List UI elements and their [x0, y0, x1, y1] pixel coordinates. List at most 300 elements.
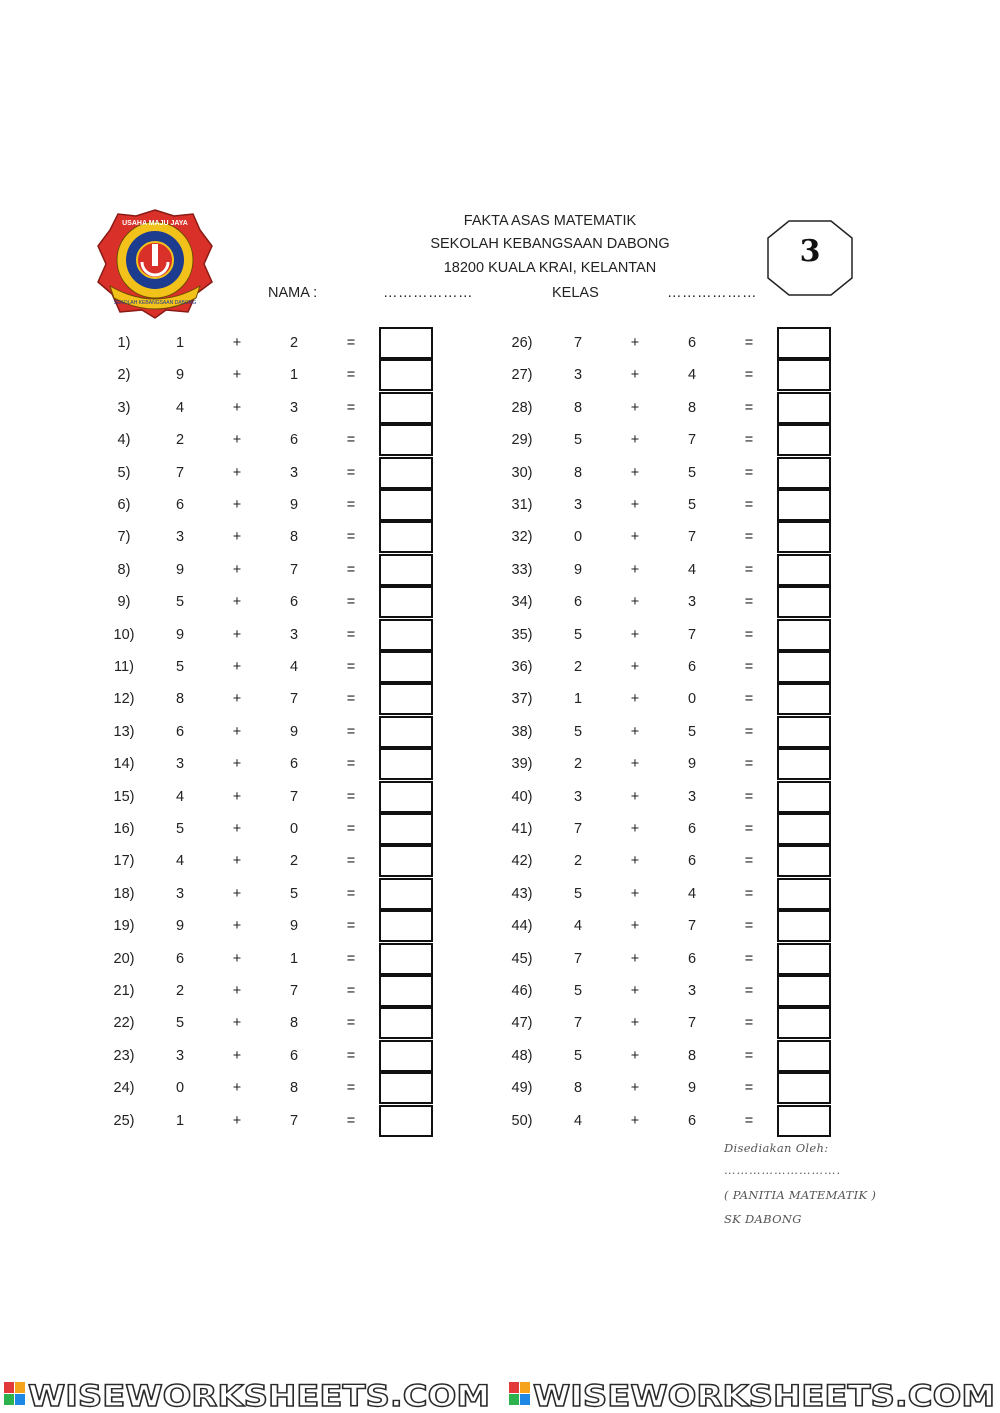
- second-operand: 4: [289, 659, 299, 675]
- first-operand: 5: [573, 432, 583, 449]
- question-number: 37): [511, 691, 533, 708]
- answer-box[interactable]: [777, 1040, 831, 1072]
- question-number: 17): [113, 853, 135, 870]
- first-operand: 9: [175, 918, 185, 935]
- question-row: [0, 845, 1000, 877]
- answer-box[interactable]: [777, 1072, 831, 1104]
- question-number: 14): [113, 756, 135, 773]
- first-operand: 9: [175, 626, 185, 643]
- answer-box[interactable]: [777, 457, 831, 489]
- equals-sign: =: [744, 659, 754, 675]
- plus-sign: +: [232, 821, 242, 837]
- first-operand: 6: [175, 497, 185, 513]
- question-number: 12): [113, 691, 135, 708]
- question-number: 7): [117, 529, 131, 546]
- second-operand: 0: [289, 821, 299, 837]
- answer-box[interactable]: [777, 327, 831, 359]
- second-operand: 8: [289, 1080, 299, 1097]
- first-operand: 6: [175, 723, 185, 740]
- second-operand: 6: [687, 659, 697, 675]
- equals-sign: =: [744, 1112, 754, 1129]
- second-operand: 6: [687, 821, 697, 837]
- equals-sign: =: [744, 983, 754, 999]
- question-row: [0, 457, 1000, 489]
- equals-sign: =: [744, 723, 754, 740]
- equals-sign: =: [346, 659, 356, 675]
- plus-sign: +: [630, 853, 640, 870]
- first-operand: 2: [573, 853, 583, 870]
- plus-sign: +: [630, 335, 640, 351]
- second-operand: 7: [289, 983, 299, 999]
- plus-sign: +: [232, 756, 242, 773]
- first-operand: 2: [175, 983, 185, 999]
- equals-sign: =: [744, 626, 754, 643]
- first-operand: 5: [573, 983, 583, 999]
- plus-sign: +: [232, 691, 242, 708]
- equals-sign: =: [346, 821, 356, 837]
- school-name: SEKOLAH KEBANGSAAN DABONG: [430, 236, 670, 252]
- worksheet-title: FAKTA ASAS MATEMATIK: [463, 213, 637, 229]
- question-number: 1): [117, 335, 131, 351]
- question-number: 11): [114, 659, 134, 675]
- equals-sign: =: [346, 399, 356, 416]
- first-operand: 4: [573, 918, 583, 935]
- first-operand: 3: [175, 885, 185, 902]
- question-row: [0, 651, 1000, 683]
- second-operand: 4: [687, 885, 697, 902]
- answer-box[interactable]: [777, 845, 831, 877]
- question-number: 42): [511, 853, 533, 870]
- second-operand: 3: [687, 788, 697, 805]
- question-number: 39): [511, 756, 533, 773]
- plus-sign: +: [630, 1112, 640, 1129]
- plus-sign: +: [630, 432, 640, 449]
- second-operand: 5: [687, 497, 697, 513]
- first-operand: 4: [175, 399, 185, 416]
- plus-sign: +: [630, 885, 640, 902]
- plus-sign: +: [630, 691, 640, 708]
- question-row: [0, 521, 1000, 553]
- question-row: [0, 554, 1000, 586]
- answer-box[interactable]: [777, 878, 831, 910]
- second-operand: 7: [687, 918, 697, 935]
- question-number: 49): [511, 1080, 533, 1097]
- second-operand: 2: [289, 853, 299, 870]
- question-number: 19): [113, 918, 135, 935]
- plus-sign: +: [630, 788, 640, 805]
- plus-sign: +: [630, 983, 640, 999]
- first-operand: 5: [573, 626, 583, 643]
- equals-sign: =: [346, 918, 356, 935]
- school-address: 18200 KUALA KRAI, KELANTAN: [443, 260, 657, 276]
- answer-box[interactable]: [777, 586, 831, 618]
- second-operand: 7: [289, 788, 299, 805]
- plus-sign: +: [232, 399, 242, 416]
- logo-motto: USAHA MAJU JAYA: [122, 220, 188, 227]
- answer-box[interactable]: [777, 781, 831, 813]
- second-operand: 6: [289, 756, 299, 773]
- plus-sign: +: [232, 594, 242, 611]
- question-number: 23): [113, 1047, 135, 1064]
- first-operand: 4: [175, 788, 185, 805]
- plus-sign: +: [232, 1080, 242, 1097]
- question-row: [0, 1105, 1000, 1137]
- name-field[interactable]: ………………: [383, 285, 473, 301]
- answer-box[interactable]: [777, 619, 831, 651]
- question-number: 43): [511, 885, 533, 902]
- first-operand: 3: [573, 497, 583, 513]
- second-operand: 7: [289, 1112, 299, 1129]
- prepared-by-label: Disediakan Oleh:: [724, 1141, 829, 1155]
- question-number: 46): [511, 983, 533, 999]
- equals-sign: =: [346, 885, 356, 902]
- equals-sign: =: [346, 626, 356, 643]
- answer-box[interactable]: [777, 392, 831, 424]
- second-operand: 3: [687, 594, 697, 611]
- prepared-by-panel: ( PANITIA MATEMATIK ): [724, 1188, 877, 1202]
- first-operand: 8: [573, 1080, 583, 1097]
- equals-sign: =: [744, 788, 754, 805]
- name-label: NAMA :: [268, 285, 318, 301]
- question-number: 40): [511, 788, 533, 805]
- equals-sign: =: [744, 821, 754, 837]
- equals-sign: =: [346, 561, 356, 578]
- watermark-logo-icon: [4, 1382, 25, 1405]
- plus-sign: +: [232, 432, 242, 449]
- question-row: [0, 878, 1000, 910]
- answer-box[interactable]: [777, 554, 831, 586]
- equals-sign: =: [744, 464, 754, 481]
- second-operand: 8: [289, 1015, 299, 1032]
- plus-sign: +: [232, 983, 242, 999]
- second-operand: 2: [289, 335, 299, 351]
- equals-sign: =: [346, 950, 356, 967]
- question-number: 9): [117, 594, 131, 611]
- equals-sign: =: [346, 335, 356, 351]
- question-number: 16): [113, 821, 135, 837]
- second-operand: 5: [289, 885, 299, 902]
- plus-sign: +: [630, 1015, 640, 1032]
- first-operand: 3: [175, 756, 185, 773]
- equals-sign: =: [744, 399, 754, 416]
- question-number: 32): [511, 529, 533, 546]
- plus-sign: +: [630, 723, 640, 740]
- second-operand: 3: [687, 983, 697, 999]
- question-number: 18): [113, 885, 135, 902]
- equals-sign: =: [346, 432, 356, 449]
- second-operand: 3: [289, 626, 299, 643]
- answer-box[interactable]: [777, 651, 831, 683]
- question-number: 38): [511, 723, 533, 740]
- question-row: [0, 683, 1000, 715]
- answer-box[interactable]: [777, 521, 831, 553]
- equals-sign: =: [346, 756, 356, 773]
- answer-box[interactable]: [777, 1105, 831, 1137]
- plus-sign: +: [630, 1080, 640, 1097]
- sheet-number: 3: [799, 234, 821, 269]
- second-operand: 5: [687, 464, 697, 481]
- question-number: 6): [117, 497, 131, 513]
- answer-box[interactable]: [777, 489, 831, 521]
- question-row: [0, 781, 1000, 813]
- question-row: [0, 975, 1000, 1007]
- first-operand: 7: [573, 1015, 583, 1032]
- equals-sign: =: [744, 432, 754, 449]
- second-operand: 6: [289, 594, 299, 611]
- plus-sign: +: [232, 1015, 242, 1032]
- class-field[interactable]: ………………: [667, 285, 757, 301]
- equals-sign: =: [744, 756, 754, 773]
- question-number: 34): [511, 594, 533, 611]
- question-number: 5): [117, 464, 131, 481]
- second-operand: 7: [687, 432, 697, 449]
- signature-line: ……………………….: [724, 1163, 842, 1177]
- second-operand: 6: [687, 335, 697, 351]
- first-operand: 2: [175, 432, 185, 449]
- plus-sign: +: [630, 626, 640, 643]
- first-operand: 5: [175, 659, 185, 675]
- question-row: [0, 813, 1000, 845]
- question-row: [0, 1007, 1000, 1039]
- question-number: 8): [117, 561, 131, 578]
- plus-sign: +: [630, 561, 640, 578]
- plus-sign: +: [232, 950, 242, 967]
- question-number: 50): [511, 1112, 533, 1129]
- first-operand: 5: [175, 594, 185, 611]
- question-row: [0, 327, 1000, 359]
- plus-sign: +: [630, 594, 640, 611]
- plus-sign: +: [630, 918, 640, 935]
- answer-box[interactable]: [777, 748, 831, 780]
- logo-school-name: SEKOLAH KEBANGSAAN DABONG: [113, 300, 197, 306]
- equals-sign: =: [744, 1015, 754, 1032]
- question-row: [0, 1072, 1000, 1104]
- plus-sign: +: [232, 918, 242, 935]
- question-number: 13): [113, 723, 135, 740]
- watermark-logo-icon: [509, 1382, 530, 1405]
- answer-box[interactable]: [777, 683, 831, 715]
- equals-sign: =: [346, 1015, 356, 1032]
- question-row: [0, 424, 1000, 456]
- watermark-text: WISEWORKSHEETS.COM: [533, 1379, 995, 1413]
- second-operand: 9: [289, 723, 299, 740]
- plus-sign: +: [232, 529, 242, 546]
- equals-sign: =: [744, 1080, 754, 1097]
- plus-sign: +: [630, 464, 640, 481]
- question-row: [0, 392, 1000, 424]
- equals-sign: =: [346, 529, 356, 546]
- question-row: [0, 910, 1000, 942]
- equals-sign: =: [346, 367, 356, 384]
- second-operand: 7: [687, 1015, 697, 1032]
- plus-sign: +: [232, 464, 242, 481]
- question-number: 44): [511, 918, 533, 935]
- second-operand: 5: [687, 723, 697, 740]
- equals-sign: =: [346, 788, 356, 805]
- equals-sign: =: [744, 918, 754, 935]
- first-operand: 4: [175, 853, 185, 870]
- first-operand: 9: [175, 367, 185, 384]
- question-number: 26): [511, 335, 533, 351]
- plus-sign: +: [232, 659, 242, 675]
- second-operand: 6: [687, 950, 697, 967]
- question-number: 2): [117, 367, 131, 384]
- equals-sign: =: [744, 594, 754, 611]
- question-number: 4): [117, 432, 131, 449]
- equals-sign: =: [346, 691, 356, 708]
- second-operand: 6: [289, 432, 299, 449]
- first-operand: 7: [573, 950, 583, 967]
- question-row: [0, 716, 1000, 748]
- first-operand: 7: [573, 335, 583, 351]
- equals-sign: =: [744, 529, 754, 546]
- second-operand: 9: [289, 497, 299, 513]
- second-operand: 1: [289, 367, 299, 384]
- equals-sign: =: [346, 1047, 356, 1064]
- plus-sign: +: [630, 529, 640, 546]
- equals-sign: =: [346, 497, 356, 513]
- question-number: 30): [511, 464, 533, 481]
- equals-sign: =: [346, 1080, 356, 1097]
- plus-sign: +: [630, 367, 640, 384]
- equals-sign: =: [346, 1112, 356, 1129]
- equals-sign: =: [744, 885, 754, 902]
- equals-sign: =: [744, 561, 754, 578]
- answer-box[interactable]: [777, 1007, 831, 1039]
- plus-sign: +: [232, 723, 242, 740]
- plus-sign: +: [630, 950, 640, 967]
- equals-sign: =: [744, 853, 754, 870]
- question-number: 22): [113, 1015, 135, 1032]
- plus-sign: +: [630, 399, 640, 416]
- first-operand: 3: [573, 367, 583, 384]
- first-operand: 7: [573, 821, 583, 837]
- plus-sign: +: [232, 497, 242, 513]
- question-number: 35): [511, 626, 533, 643]
- first-operand: 1: [175, 1112, 185, 1129]
- second-operand: 1: [289, 950, 299, 967]
- answer-box[interactable]: [777, 943, 831, 975]
- second-operand: 6: [687, 853, 697, 870]
- question-number: 24): [113, 1080, 135, 1097]
- question-number: 3): [117, 399, 131, 416]
- first-operand: 9: [573, 561, 583, 578]
- second-operand: 8: [289, 529, 299, 546]
- watermark-text: WISEWORKSHEETS.COM: [28, 1379, 491, 1413]
- question-number: 21): [113, 983, 135, 999]
- question-number: 33): [511, 561, 533, 578]
- second-operand: 0: [687, 691, 697, 708]
- first-operand: 5: [573, 1047, 583, 1064]
- first-operand: 3: [573, 788, 583, 805]
- answer-box[interactable]: [777, 716, 831, 748]
- first-operand: 8: [573, 464, 583, 481]
- class-label: KELAS: [552, 285, 599, 301]
- first-operand: 7: [175, 464, 185, 481]
- first-operand: 6: [573, 594, 583, 611]
- answer-box[interactable]: [777, 975, 831, 1007]
- question-row: [0, 586, 1000, 618]
- first-operand: 5: [175, 821, 185, 837]
- wiseworksheets-watermark: [0, 1376, 1000, 1413]
- plus-sign: +: [630, 756, 640, 773]
- second-operand: 8: [687, 1047, 697, 1064]
- second-operand: 7: [687, 529, 697, 546]
- first-operand: 5: [175, 1015, 185, 1032]
- second-operand: 8: [687, 399, 697, 416]
- question-row: [0, 943, 1000, 975]
- question-row: [0, 359, 1000, 391]
- plus-sign: +: [232, 885, 242, 902]
- plus-sign: +: [232, 788, 242, 805]
- equals-sign: =: [744, 691, 754, 708]
- answer-box[interactable]: [777, 813, 831, 845]
- first-operand: 6: [175, 950, 185, 967]
- second-operand: 3: [289, 399, 299, 416]
- plus-sign: +: [232, 1047, 242, 1064]
- question-number: 45): [511, 950, 533, 967]
- second-operand: 4: [687, 561, 697, 578]
- plus-sign: +: [630, 497, 640, 513]
- first-operand: 8: [573, 399, 583, 416]
- question-row: [0, 1040, 1000, 1072]
- second-operand: 7: [289, 561, 299, 578]
- first-operand: 9: [175, 561, 185, 578]
- equals-sign: =: [346, 983, 356, 999]
- question-number: 25): [113, 1112, 135, 1129]
- plus-sign: +: [232, 561, 242, 578]
- answer-box[interactable]: [777, 359, 831, 391]
- plus-sign: +: [232, 1112, 242, 1129]
- second-operand: 9: [289, 918, 299, 935]
- question-number: 47): [511, 1015, 533, 1032]
- equals-sign: =: [744, 1047, 754, 1064]
- second-operand: 4: [687, 367, 697, 384]
- answer-box[interactable]: [777, 910, 831, 942]
- second-operand: 7: [289, 691, 299, 708]
- equals-sign: =: [346, 464, 356, 481]
- first-operand: 1: [573, 691, 583, 708]
- question-number: 29): [511, 432, 533, 449]
- first-operand: 3: [175, 1047, 185, 1064]
- question-number: 41): [511, 821, 533, 837]
- first-operand: 8: [175, 691, 185, 708]
- first-operand: 0: [573, 529, 583, 546]
- question-number: 48): [511, 1047, 533, 1064]
- prepared-by-school: SK DABONG: [724, 1212, 802, 1226]
- plus-sign: +: [232, 367, 242, 384]
- question-number: 10): [113, 626, 135, 643]
- first-operand: 2: [573, 659, 583, 675]
- first-operand: 1: [175, 335, 185, 351]
- first-operand: 2: [573, 756, 583, 773]
- second-operand: 3: [289, 464, 299, 481]
- second-operand: 9: [687, 1080, 697, 1097]
- question-row: [0, 619, 1000, 651]
- question-number: 15): [113, 788, 135, 805]
- question-number: 27): [511, 367, 533, 384]
- second-operand: 7: [687, 626, 697, 643]
- question-number: 28): [511, 399, 533, 416]
- first-operand: 5: [573, 885, 583, 902]
- question-row: [0, 748, 1000, 780]
- plus-sign: +: [630, 659, 640, 675]
- equals-sign: =: [744, 950, 754, 967]
- plus-sign: +: [232, 626, 242, 643]
- school-logo: [96, 208, 214, 320]
- answer-box[interactable]: [777, 424, 831, 456]
- first-operand: 5: [573, 723, 583, 740]
